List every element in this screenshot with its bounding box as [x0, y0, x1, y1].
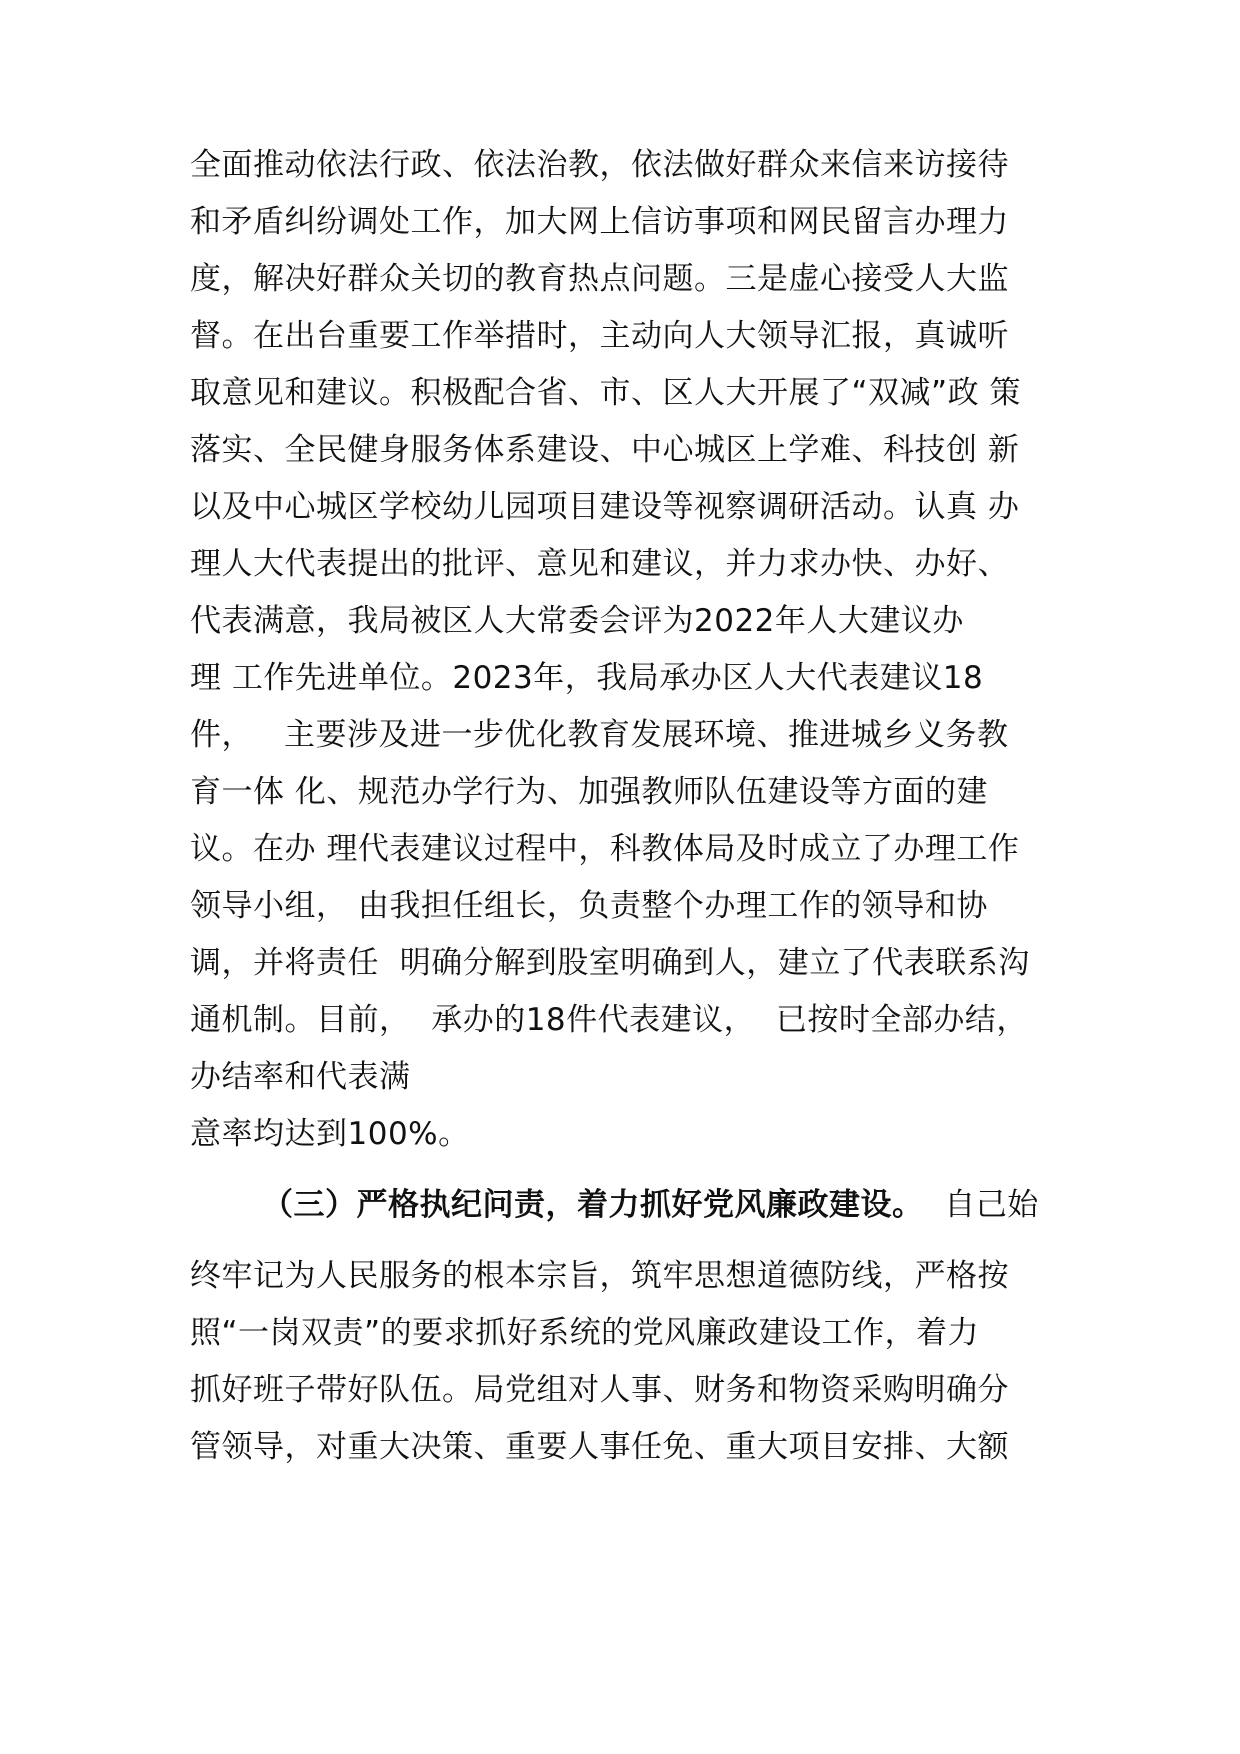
text-line: 件， 主要涉及进一步优化教育发展环境、推进城乡义务教	[190, 717, 1009, 753]
text-line: 议。在办 理代表建议过程中，科教体局及时成立了办理工作	[190, 831, 1020, 867]
text-line: 度，解决好群众关切的教育热点问题。三是虚心接受人大监	[190, 261, 1009, 297]
text-line: 以及中心城区学校幼儿园项目建设等视察调研活动。认真 办	[190, 489, 1020, 525]
text-line: 意率均达到100%。	[190, 1116, 470, 1152]
text-line: 督。在出台重要工作举措时，主动向人大领导汇报，真诚听	[190, 318, 1009, 354]
text-line: 管领导，对重大决策、重要人事任免、重大项目安排、大额	[190, 1429, 1009, 1465]
text-line: 办结率和代表满	[190, 1059, 411, 1095]
text-line: 和矛盾纠纷调处工作，加大网上信访事项和网民留言办理力	[190, 204, 1009, 240]
text-line: 代表满意，我局被区人大常委会评为2022年人大建议办	[190, 603, 964, 639]
text-line: 育一体 化、规范办学行为、加强教师队伍建设等方面的建	[190, 774, 988, 810]
text-line: 照“一岗双责”的要求抓好系统的党风廉政建设工作，着力	[190, 1315, 980, 1351]
section-3-heading-line	[262, 1183, 1080, 1227]
text-line: 理 工作先进单位。2023年，我局承办区人大代表建议18	[190, 660, 984, 696]
text-line: 抓好班子带好队伍。局党组对人事、财务和物资采购明确分	[190, 1372, 1009, 1408]
text-line: 取意见和建议。积极配合省、市、区人大开展了“双减”政 策	[190, 375, 1021, 411]
section-3-heading-tail: 自己始	[923, 1187, 1039, 1223]
text-line: 通机制。目前， 承办的18件代表建议， 已按时全部办结，	[190, 1002, 1028, 1038]
section-3-heading: （三）严格执纪问责，着力抓好党风廉政建设。	[262, 1187, 924, 1223]
text-line: 落实、全民健身服务体系建设、中心城区上学难、科技创 新	[190, 432, 1020, 468]
text-line: 领导小组， 由我担任组长，负责整个办理工作的领导和协	[190, 888, 988, 924]
text-line: 调，并将责任 明确分解到股室明确到人，建立了代表联系沟	[190, 945, 1030, 981]
text-line: 全面推动依法行政、依法治教，依法做好群众来信来访接待	[190, 147, 1009, 183]
text-line: 理人大代表提出的批评、意见和建议，并力求办快、办好、	[190, 546, 1009, 582]
text-line: 终牢记为人民服务的根本宗旨，筑牢思想道德防线，严格按	[190, 1258, 1009, 1294]
